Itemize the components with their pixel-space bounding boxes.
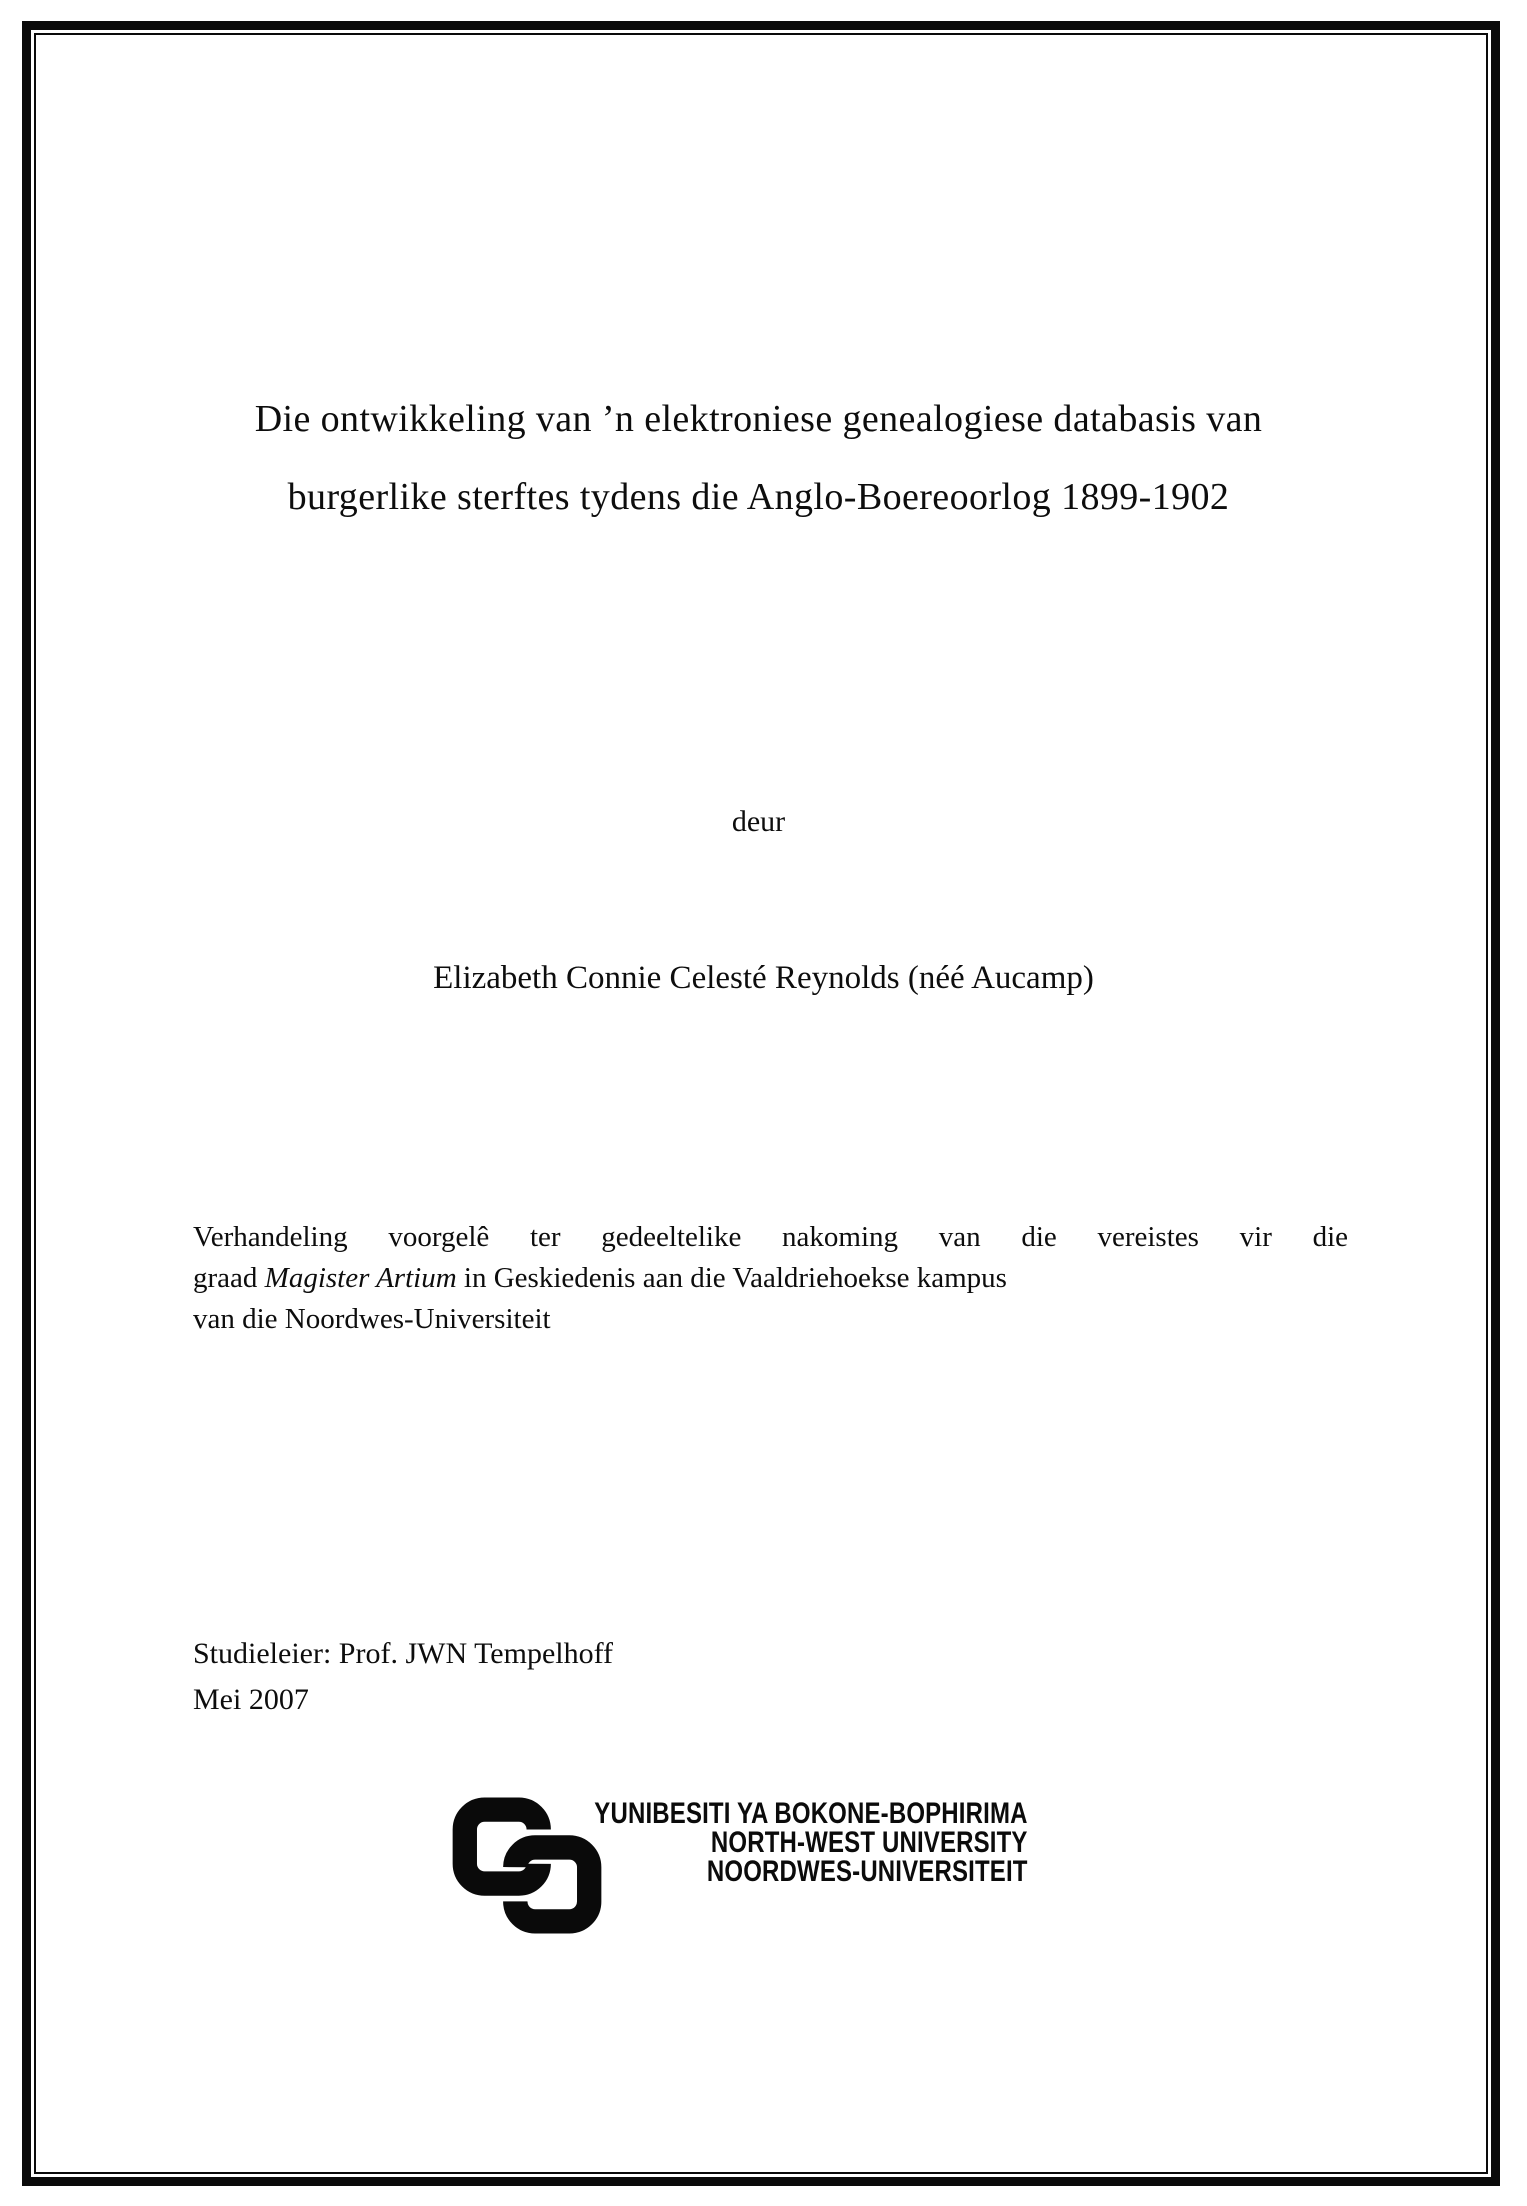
date-line: Mei 2007: [193, 1683, 309, 1716]
nwu-logo-wordmark: [578, 1799, 1028, 1886]
nwu-logo-line-english: NORTH-WEST UNIVERSITY: [710, 1826, 1028, 1859]
thesis-title: [130, 380, 1387, 536]
degree-statement-line-3: van die Noordwes-Universiteit: [193, 1303, 551, 1335]
supervisor-line: Studieleier: Prof. JWN Tempelhoff: [193, 1637, 614, 1670]
nwu-logo-line-setswana: YUNIBESITI YA BOKONE-BOPHIRIMA: [594, 1797, 1028, 1830]
degree-name-italic: Magister Artium: [264, 1262, 457, 1294]
thesis-title-line-1: Die ontwikkeling van ’n elektroniese genealogiese databasis van: [254, 398, 1263, 440]
degree-statement: [193, 1217, 1348, 1340]
nwu-logo-line-afrikaans: NOORDWES-UNIVERSITEIT: [706, 1855, 1028, 1888]
byline-deur: deur: [731, 805, 786, 838]
supervisor-block: [193, 1631, 613, 1723]
degree-statement-line-1: Verhandeling voorgelê ter gedeeltelike nakoming van die vereistes vir die: [193, 1221, 1348, 1253]
thesis-title-line-2: burgerlike sterftes tydens die Anglo-Boereoorlog 1899-1902: [287, 476, 1230, 518]
degree-statement-line-2-post: in Geskiedenis aan die Vaaldriehoekse kampus: [463, 1262, 1007, 1294]
author-name: Elizabeth Connie Celesté Reynolds (néé Aucamp): [433, 960, 1094, 996]
degree-statement-line-2-pre: graad: [193, 1262, 258, 1294]
degree-statement-line-2: [193, 1258, 1348, 1299]
